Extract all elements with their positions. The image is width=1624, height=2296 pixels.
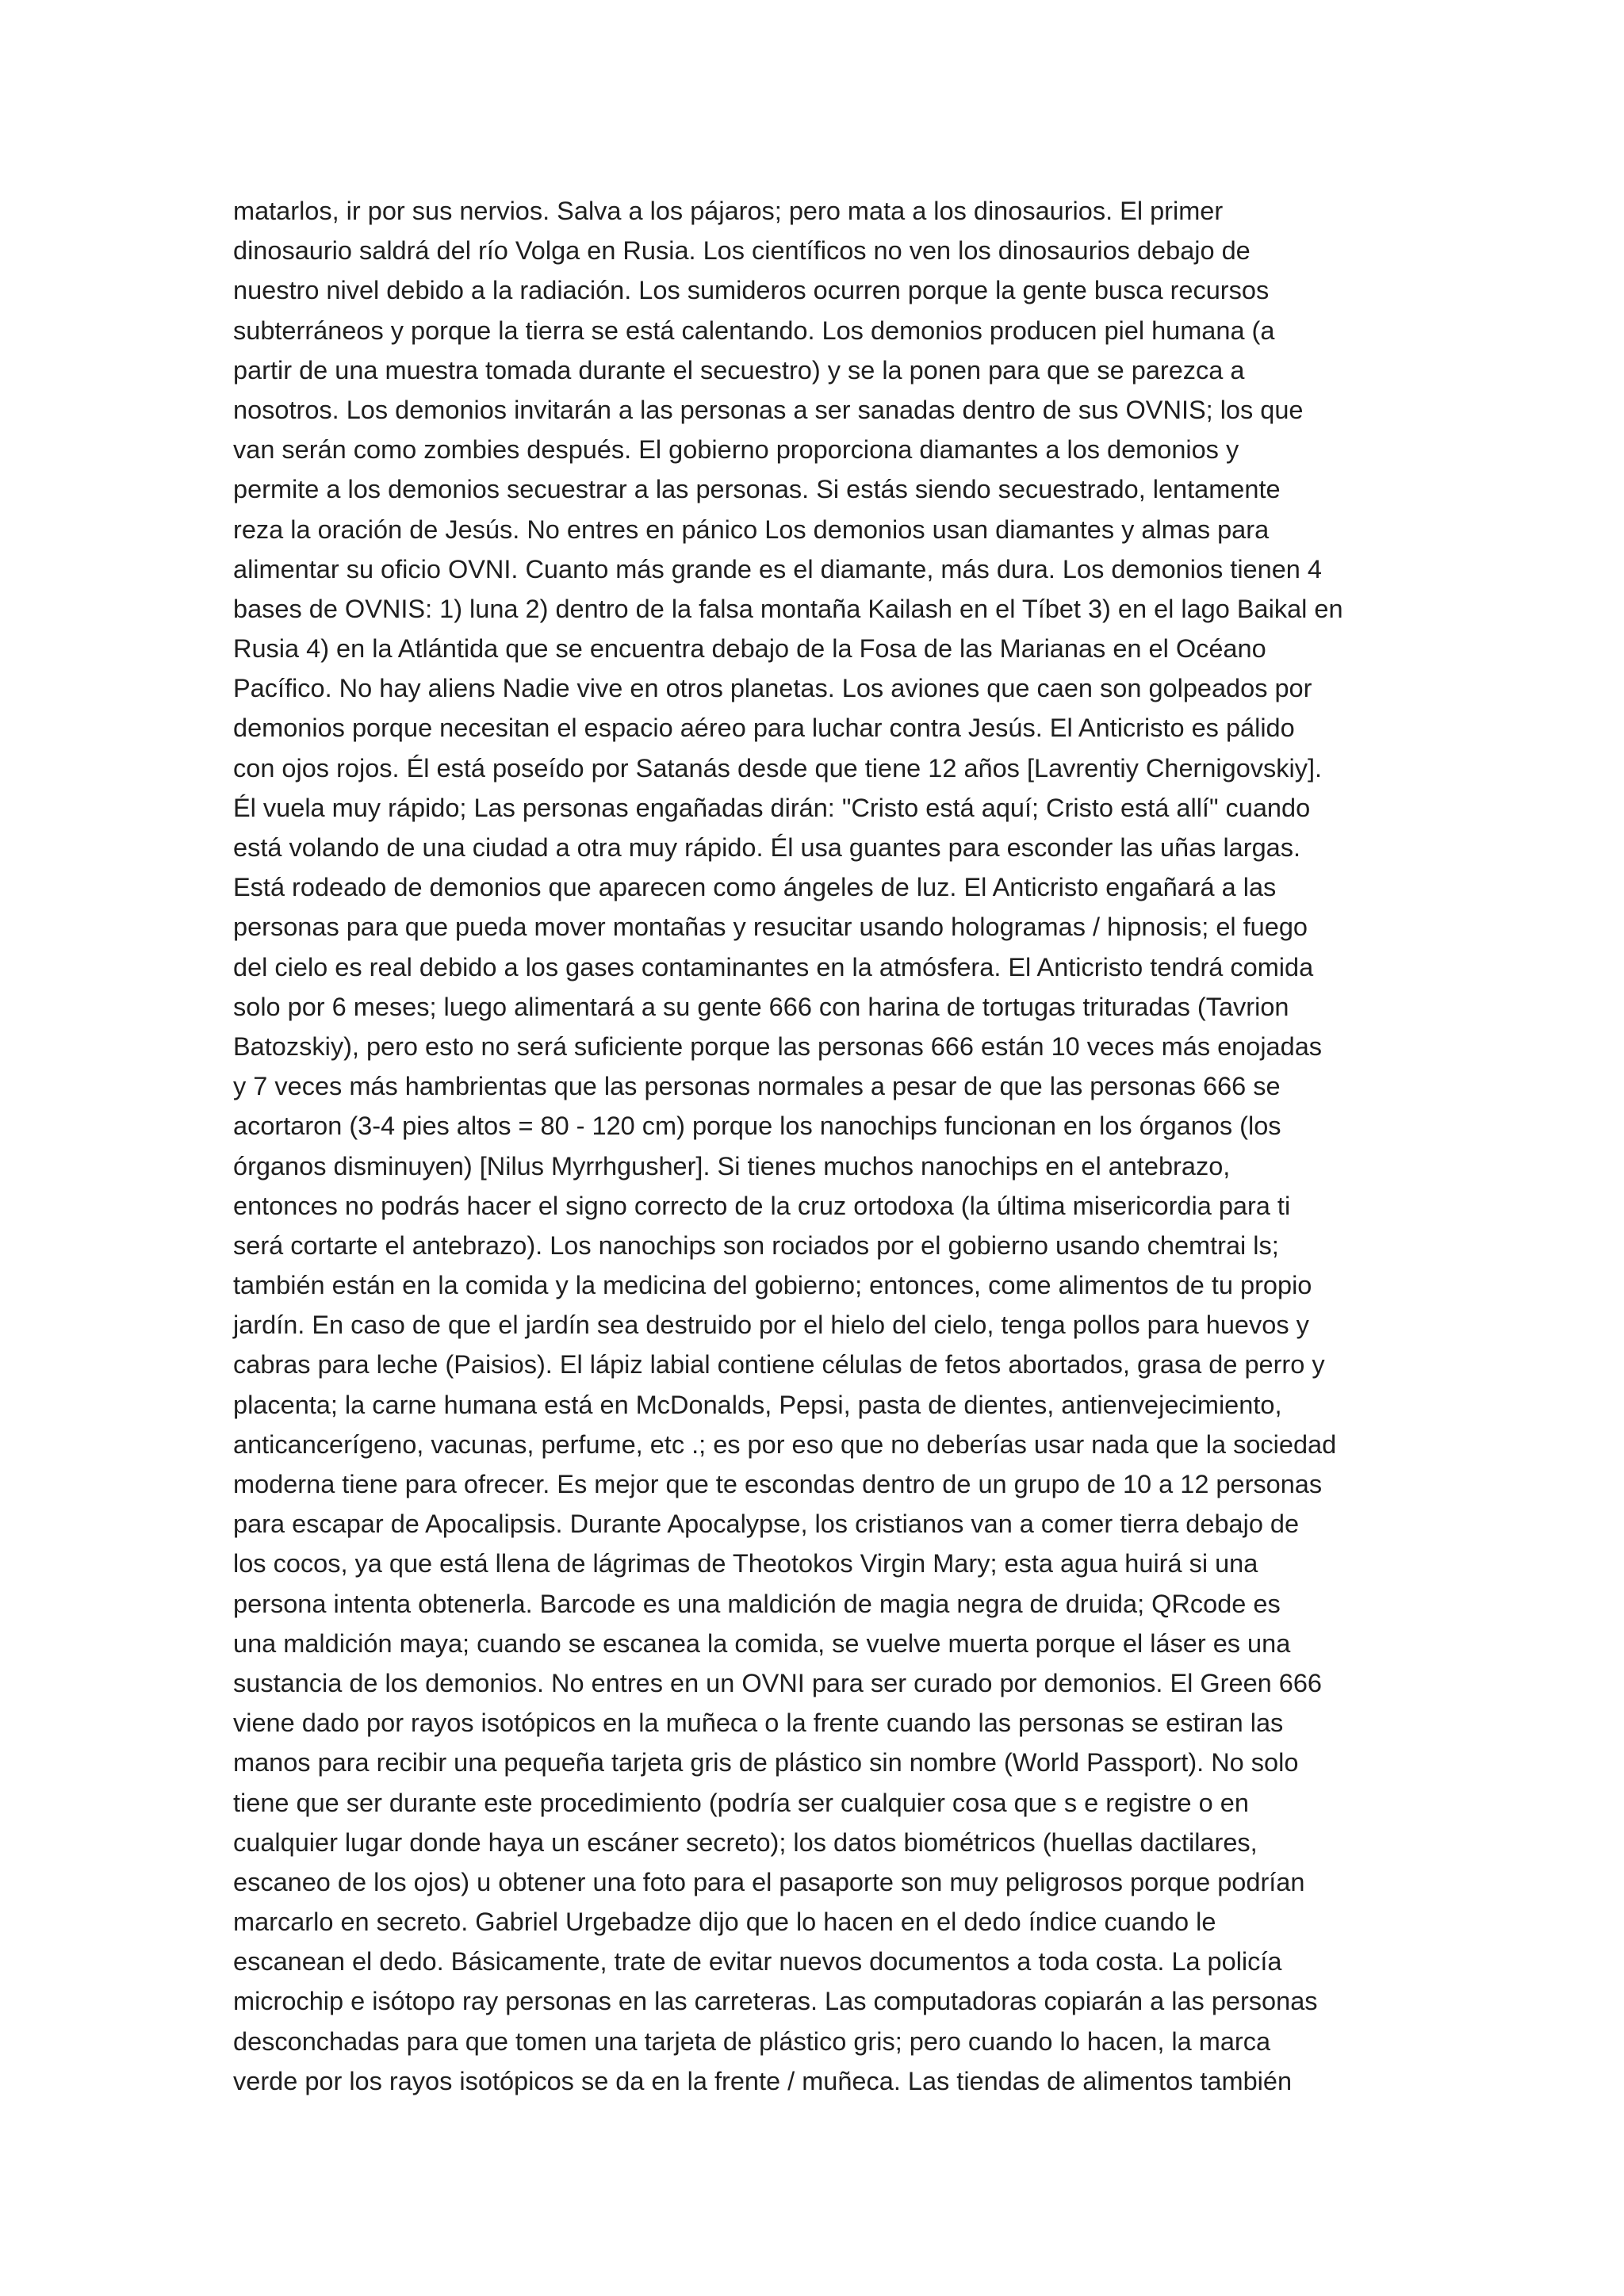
text-line: demonios porque necesitan el espacio aéreo para luchar contra Jesús. El Anticristo es pálido	[233, 714, 1295, 743]
text-line: bases de OVNIS: 1) luna 2) dentro de la falsa montaña Kailash en el Tíbet 3) en el lago Baikal en	[233, 594, 1343, 623]
text-line: cabras para leche (Paisios). El lápiz labial contiene células de fetos abortados, grasa de perro y	[233, 1350, 1325, 1380]
text-line: Rusia 4) en la Atlántida que se encuentra debajo de la Fosa de las Marianas en el Océano	[233, 634, 1266, 664]
text-line: subterráneos y porque la tierra se está calentando. Los demonios producen piel humana (a	[233, 316, 1275, 345]
text-line: jardín. En caso de que el jardín sea destruido por el hielo del cielo, tenga pollos para huevos y	[233, 1311, 1309, 1340]
text-line: verde por los rayos isotópicos se da en la frente / muñeca. Las tiendas de alimentos también	[233, 2066, 1293, 2095]
text-line: escaneo de los ojos) u obtener una foto para el pasaporte son muy peligrosos porque podrían	[233, 1867, 1305, 1896]
text-line: y 7 veces más hambrientas que las personas normales a pesar de que las personas 666 se	[233, 1072, 1281, 1101]
text-line: reza la oración de Jesús. No entres en pánico Los demonios usan diamantes y almas para	[233, 515, 1270, 544]
text-line: van serán como zombies después. El gobierno proporciona diamantes a los demonios y	[233, 435, 1239, 465]
text-line: nosotros. Los demonios invitarán a las personas a ser sanadas dentro de sus OVNIS; los que	[233, 395, 1304, 424]
text-line: anticancerígeno, vacunas, perfume, etc .; es por eso que no deberías usar nada que la sociedad	[233, 1429, 1337, 1459]
text-line: acortaron (3-4 pies altos = 80 - 120 cm) porque los nanochips funcionan en los órganos (los	[233, 1112, 1281, 1141]
text-line: persona intenta obtenerla. Barcode es una maldición de magia negra de druida; QRcode es	[233, 1589, 1281, 1618]
body-text	[233, 191, 1423, 2101]
text-line: microchip e isótopo ray personas en las carreteras. Las computadoras copiarán a las personas	[233, 1987, 1318, 2016]
text-line: viene dado por rayos isotópicos en la muñeca o la frente cuando las personas se estiran las	[233, 1709, 1284, 1738]
text-line: Está rodeado de demonios que aparecen como ángeles de luz. El Anticristo engañará a las	[233, 873, 1277, 902]
text-line: personas para que pueda mover montañas y resucitar usando hologramas / hipnosis; el fuego	[233, 913, 1308, 942]
text-line: partir de una muestra tomada durante el secuestro) y se la ponen para que se parezca a	[233, 355, 1245, 385]
text-line: Batozskiy), pero esto no será suficiente porque las personas 666 están 10 veces más enojadas	[233, 1031, 1323, 1061]
text-line: cualquier lugar donde haya un escáner secreto); los datos biométricos (huellas dactilares,	[233, 1827, 1258, 1857]
text-line: los cocos, ya que está llena de lágrimas de Theotokos Virgin Mary; esta agua huirá si una	[233, 1549, 1258, 1578]
text-line: entonces no podrás hacer el signo correcto de la cruz ortodoxa (la última misericordia para ti	[233, 1191, 1291, 1220]
text-line: Él vuela muy rápido; Las personas engañadas dirán: "Cristo está aquí; Cristo está allí" cuando	[233, 793, 1311, 822]
text-line: con ojos rojos. Él está poseído por Satanás desde que tiene 12 años [Lavrentiy Chernigovskiy].	[233, 753, 1323, 783]
text-line: nuestro nivel debido a la radiación. Los sumideros ocurren porque la gente busca recursos	[233, 276, 1270, 305]
text-line: una maldición maya; cuando se escanea la comida, se vuelve muerta porque el láser es una	[233, 1628, 1291, 1658]
text-line: también están en la comida y la medicina del gobierno; entonces, come alimentos de tu propio	[233, 1271, 1312, 1300]
text-line: marcarlo en secreto. Gabriel Urgebadze dijo que lo hacen en el dedo índice cuando le	[233, 1908, 1216, 1937]
text-line: permite a los demonios secuestrar a las personas. Si estás siendo secuestrado, lentamente	[233, 475, 1281, 504]
text-line: tiene que ser durante este procedimiento (podría ser cualquier cosa que s e registre o en	[233, 1788, 1249, 1817]
text-line: placenta; la carne humana está en McDonalds, Pepsi, pasta de dientes, antienvejecimiento,	[233, 1390, 1282, 1419]
text-line: será cortarte el antebrazo). Los nanochips son rociados por el gobierno usando chemtrai ls;	[233, 1230, 1279, 1260]
text-line: Pacífico. No hay aliens Nadie vive en otros planetas. Los aviones que caen son golpeados por	[233, 674, 1312, 703]
text-line: matarlos, ir por sus nervios. Salva a los pájaros; pero mata a los dinosaurios. El primer	[233, 197, 1224, 225]
text-line: desconchadas para que tomen una tarjeta de plástico gris; pero cuando lo hacen, la marca	[233, 2026, 1271, 2056]
text-line: solo por 6 meses; luego alimentará a su gente 666 con harina de tortugas trituradas (Tavrion	[233, 992, 1289, 1021]
text-line: órganos disminuyen) [Nilus Myrrhgusher]. Si tienes muchos nanochips en el antebrazo,	[233, 1151, 1231, 1181]
text-line: moderna tiene para ofrecer. Es mejor que te escondas dentro de un grupo de 10 a 12 personas	[233, 1470, 1323, 1498]
text-line: está volando de una ciudad a otra muy rápido. Él usa guantes para esconder las uñas largas.	[233, 833, 1301, 862]
text-line: escanean el dedo. Básicamente, trate de evitar nuevos documentos a toda costa. La policía	[233, 1947, 1282, 1976]
text-line: para escapar de Apocalipsis. Durante Apocalypse, los cristianos van a comer tierra debajo de	[233, 1510, 1300, 1539]
text-line: alimentar su oficio OVNI. Cuanto más grande es el diamante, más dura. Los demonios tienen 4	[233, 554, 1322, 584]
text-line: sustancia de los demonios. No entres en un OVNI para ser curado por demonios. El Green 666	[233, 1668, 1322, 1697]
text-line: del cielo es real debido a los gases contaminantes en la atmósfera. El Anticristo tendrá comida	[233, 952, 1314, 982]
text-line: dinosaurio saldrá del río Volga en Rusia. Los científicos no ven los dinosaurios debajo de	[233, 236, 1251, 266]
text-line: manos para recibir una pequeña tarjeta gris de plástico sin nombre (World Passport). No solo	[233, 1748, 1299, 1777]
